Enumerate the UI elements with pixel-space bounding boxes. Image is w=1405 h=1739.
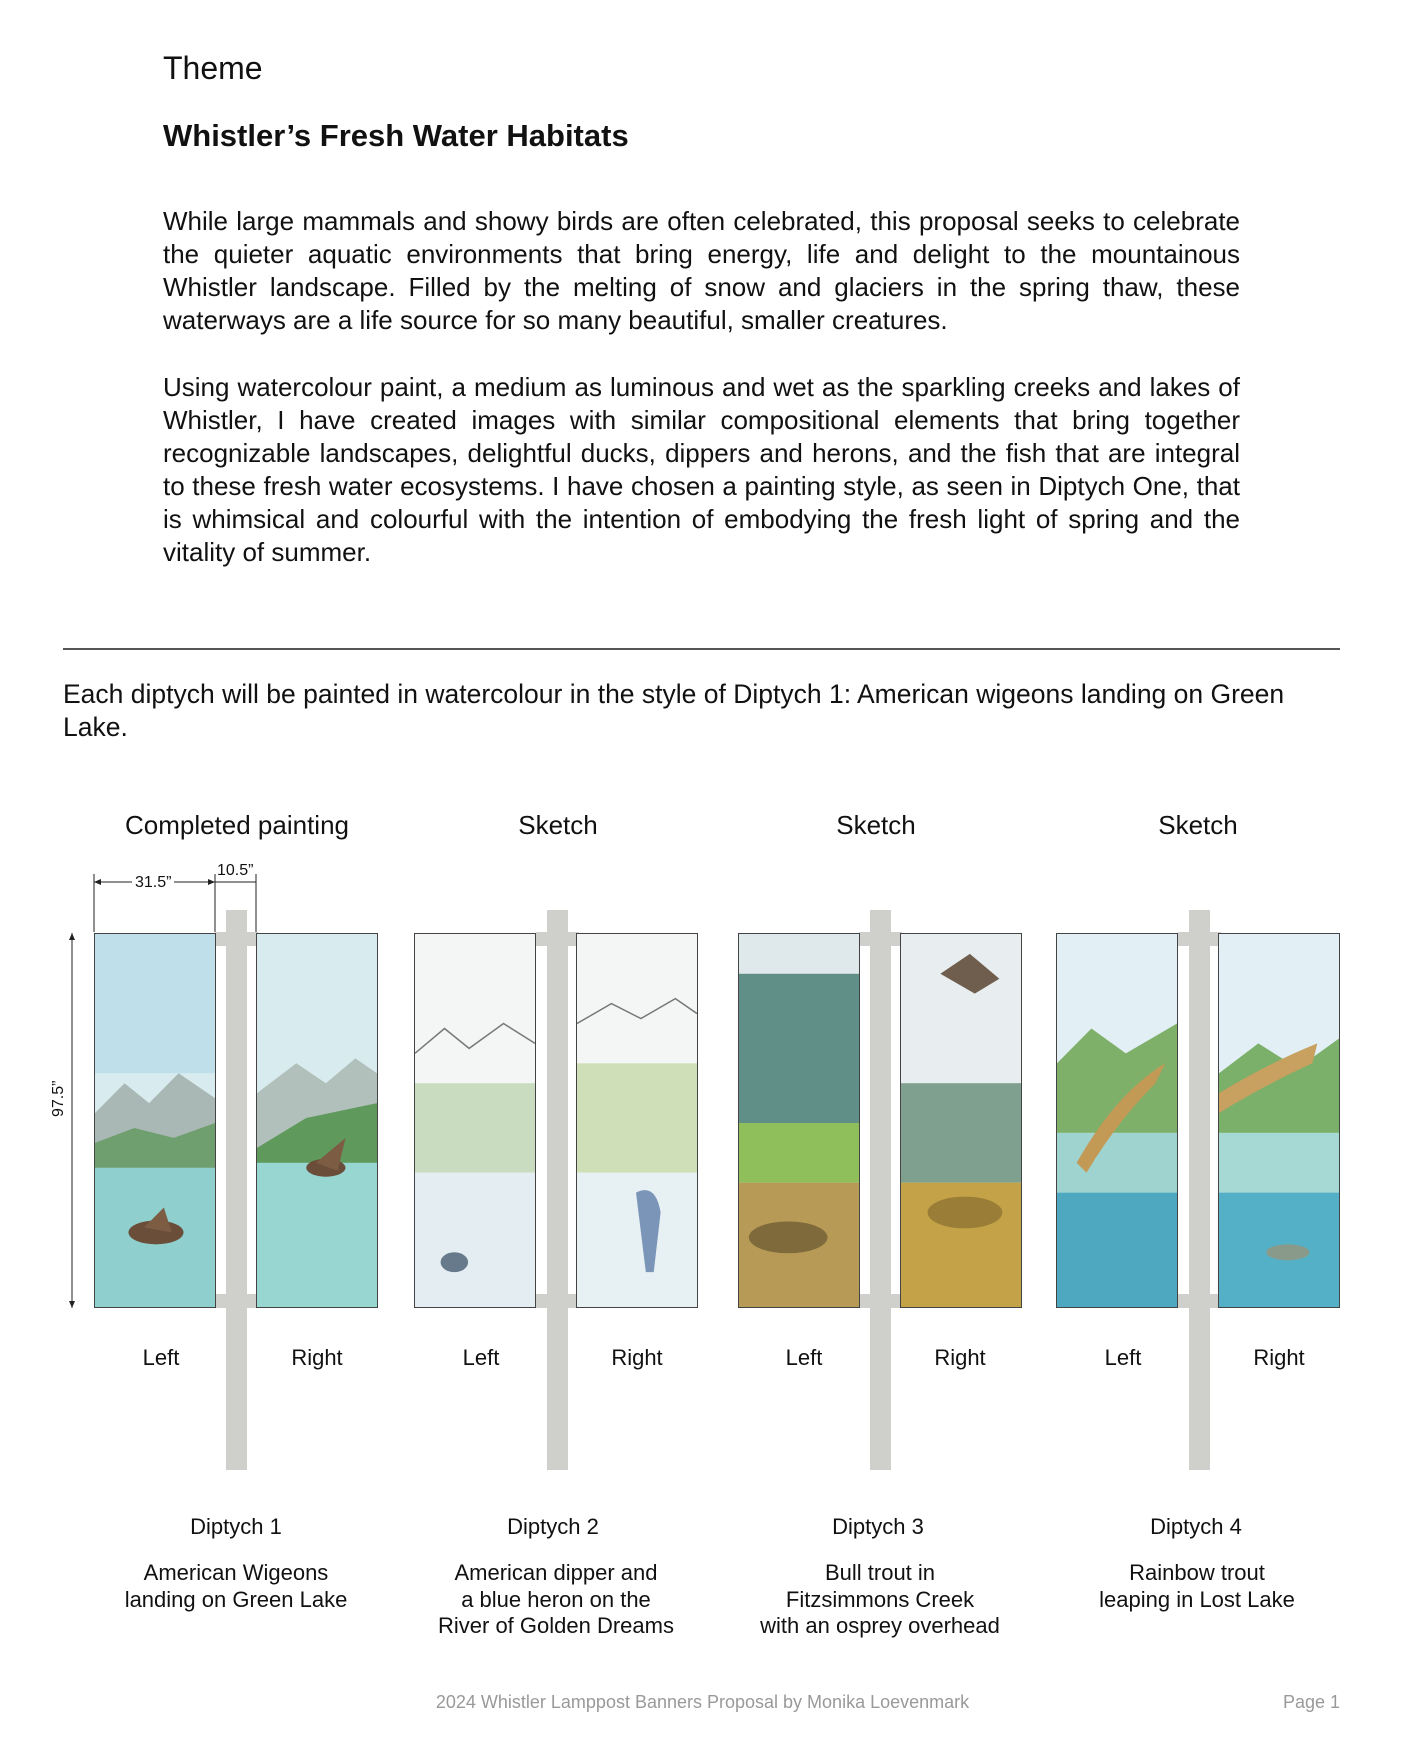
section-label: Theme — [163, 50, 263, 86]
diptych-3-heading: Sketch — [836, 810, 916, 840]
lamppost-2 — [547, 910, 568, 1470]
diptych-1-right-banner — [256, 933, 378, 1308]
diptych-1-description: American Wigeons landing on Green Lake — [124, 1560, 348, 1612]
diptych-2-right-banner — [576, 933, 698, 1308]
height-label: 97.5” — [50, 1078, 68, 1120]
diptych-3-left-banner — [738, 933, 860, 1308]
intro-text: Each diptych will be painted in watercolour in the style of Diptych 1: American wigeons landing on Green Lake. — [63, 679, 1285, 742]
diptych-4-left-banner — [1056, 933, 1178, 1308]
width-label: 31.5” — [132, 874, 174, 892]
diptych-2-name: Diptych 2 — [507, 1514, 599, 1539]
footer-text: 2024 Whistler Lamppost Banners Proposal by Monika Loevenmark — [435, 1692, 970, 1712]
diptych-4-left-label: Left — [1104, 1345, 1142, 1370]
lamppost-4 — [1189, 910, 1210, 1470]
diptych-3-right-label: Right — [934, 1345, 986, 1370]
divider — [63, 648, 1340, 650]
diptych-2-description: American dipper and a blue heron on the River of Golden Dreams — [438, 1560, 674, 1638]
page-title: Whistler’s Fresh Water Habitats — [163, 118, 629, 153]
diptych-4-right-label: Right — [1253, 1345, 1305, 1370]
lamppost-1-arm-bottom — [215, 1294, 258, 1308]
gap-label: 10.5” — [217, 862, 254, 879]
diptych-2-left-label: Left — [462, 1345, 500, 1370]
diptych-1-right-label: Right — [291, 1345, 343, 1370]
lamppost-3-arm-top — [859, 932, 902, 946]
diptych-4-right-banner — [1218, 933, 1340, 1308]
lamppost-4-arm-bottom — [1178, 1294, 1221, 1308]
paragraph-2: Using watercolour paint, a medium as luminous and wet as the sparkling creeks and lakes of Whistler, I have created images with similar compositional elements that bring together recognizable landscapes, delightful ducks, dippers and herons, and the fish that are integral to these fresh water ecosystems. I have chosen a painting style, as seen in Diptych One, that is whimsical and colourful with the intention of embodying the fresh light of spring and the vitality of summer. — [163, 372, 1240, 567]
diptych-3-description: Bull trout in Fitzsimmons Creek with an osprey overhead — [760, 1560, 1000, 1638]
lamppost-4-arm-top — [1178, 932, 1221, 946]
lamppost-1 — [226, 910, 247, 1470]
diptych-4-description: Rainbow trout leaping in Lost Lake — [1099, 1560, 1295, 1612]
lamppost-3 — [870, 910, 891, 1470]
diptych-1-left-banner — [94, 933, 216, 1308]
diptych-3-left-label: Left — [785, 1345, 823, 1370]
diptych-3-right-banner — [900, 933, 1022, 1308]
diptych-1-heading: Completed painting — [124, 810, 350, 840]
diptych-3-name: Diptych 3 — [832, 1514, 924, 1539]
diptych-1-name: Diptych 1 — [190, 1514, 282, 1539]
diptych-4-name: Diptych 4 — [1150, 1514, 1242, 1539]
page-number: Page 1 — [1283, 1692, 1341, 1712]
diptych-2-left-banner — [414, 933, 536, 1308]
diptych-4-heading: Sketch — [1158, 810, 1238, 840]
lamppost-3-arm-bottom — [859, 1294, 902, 1308]
diptych-2-heading: Sketch — [518, 810, 598, 840]
lamppost-1-arm-top — [215, 932, 258, 946]
diptych-1-left-label: Left — [142, 1345, 180, 1370]
diptych-2-right-label: Right — [611, 1345, 663, 1370]
lamppost-2-arm-top — [536, 932, 579, 946]
lamppost-2-arm-bottom — [536, 1294, 579, 1308]
paragraph-1: While large mammals and showy birds are often celebrated, this proposal seeks to celebrate the quieter aquatic environments that bring energy, life and delight to the mountainous Whistler landscape. Filled by the melting of snow and glaciers in the spring thaw, these waterways are a life source for so many beautiful, smaller creatures. — [163, 206, 1240, 335]
